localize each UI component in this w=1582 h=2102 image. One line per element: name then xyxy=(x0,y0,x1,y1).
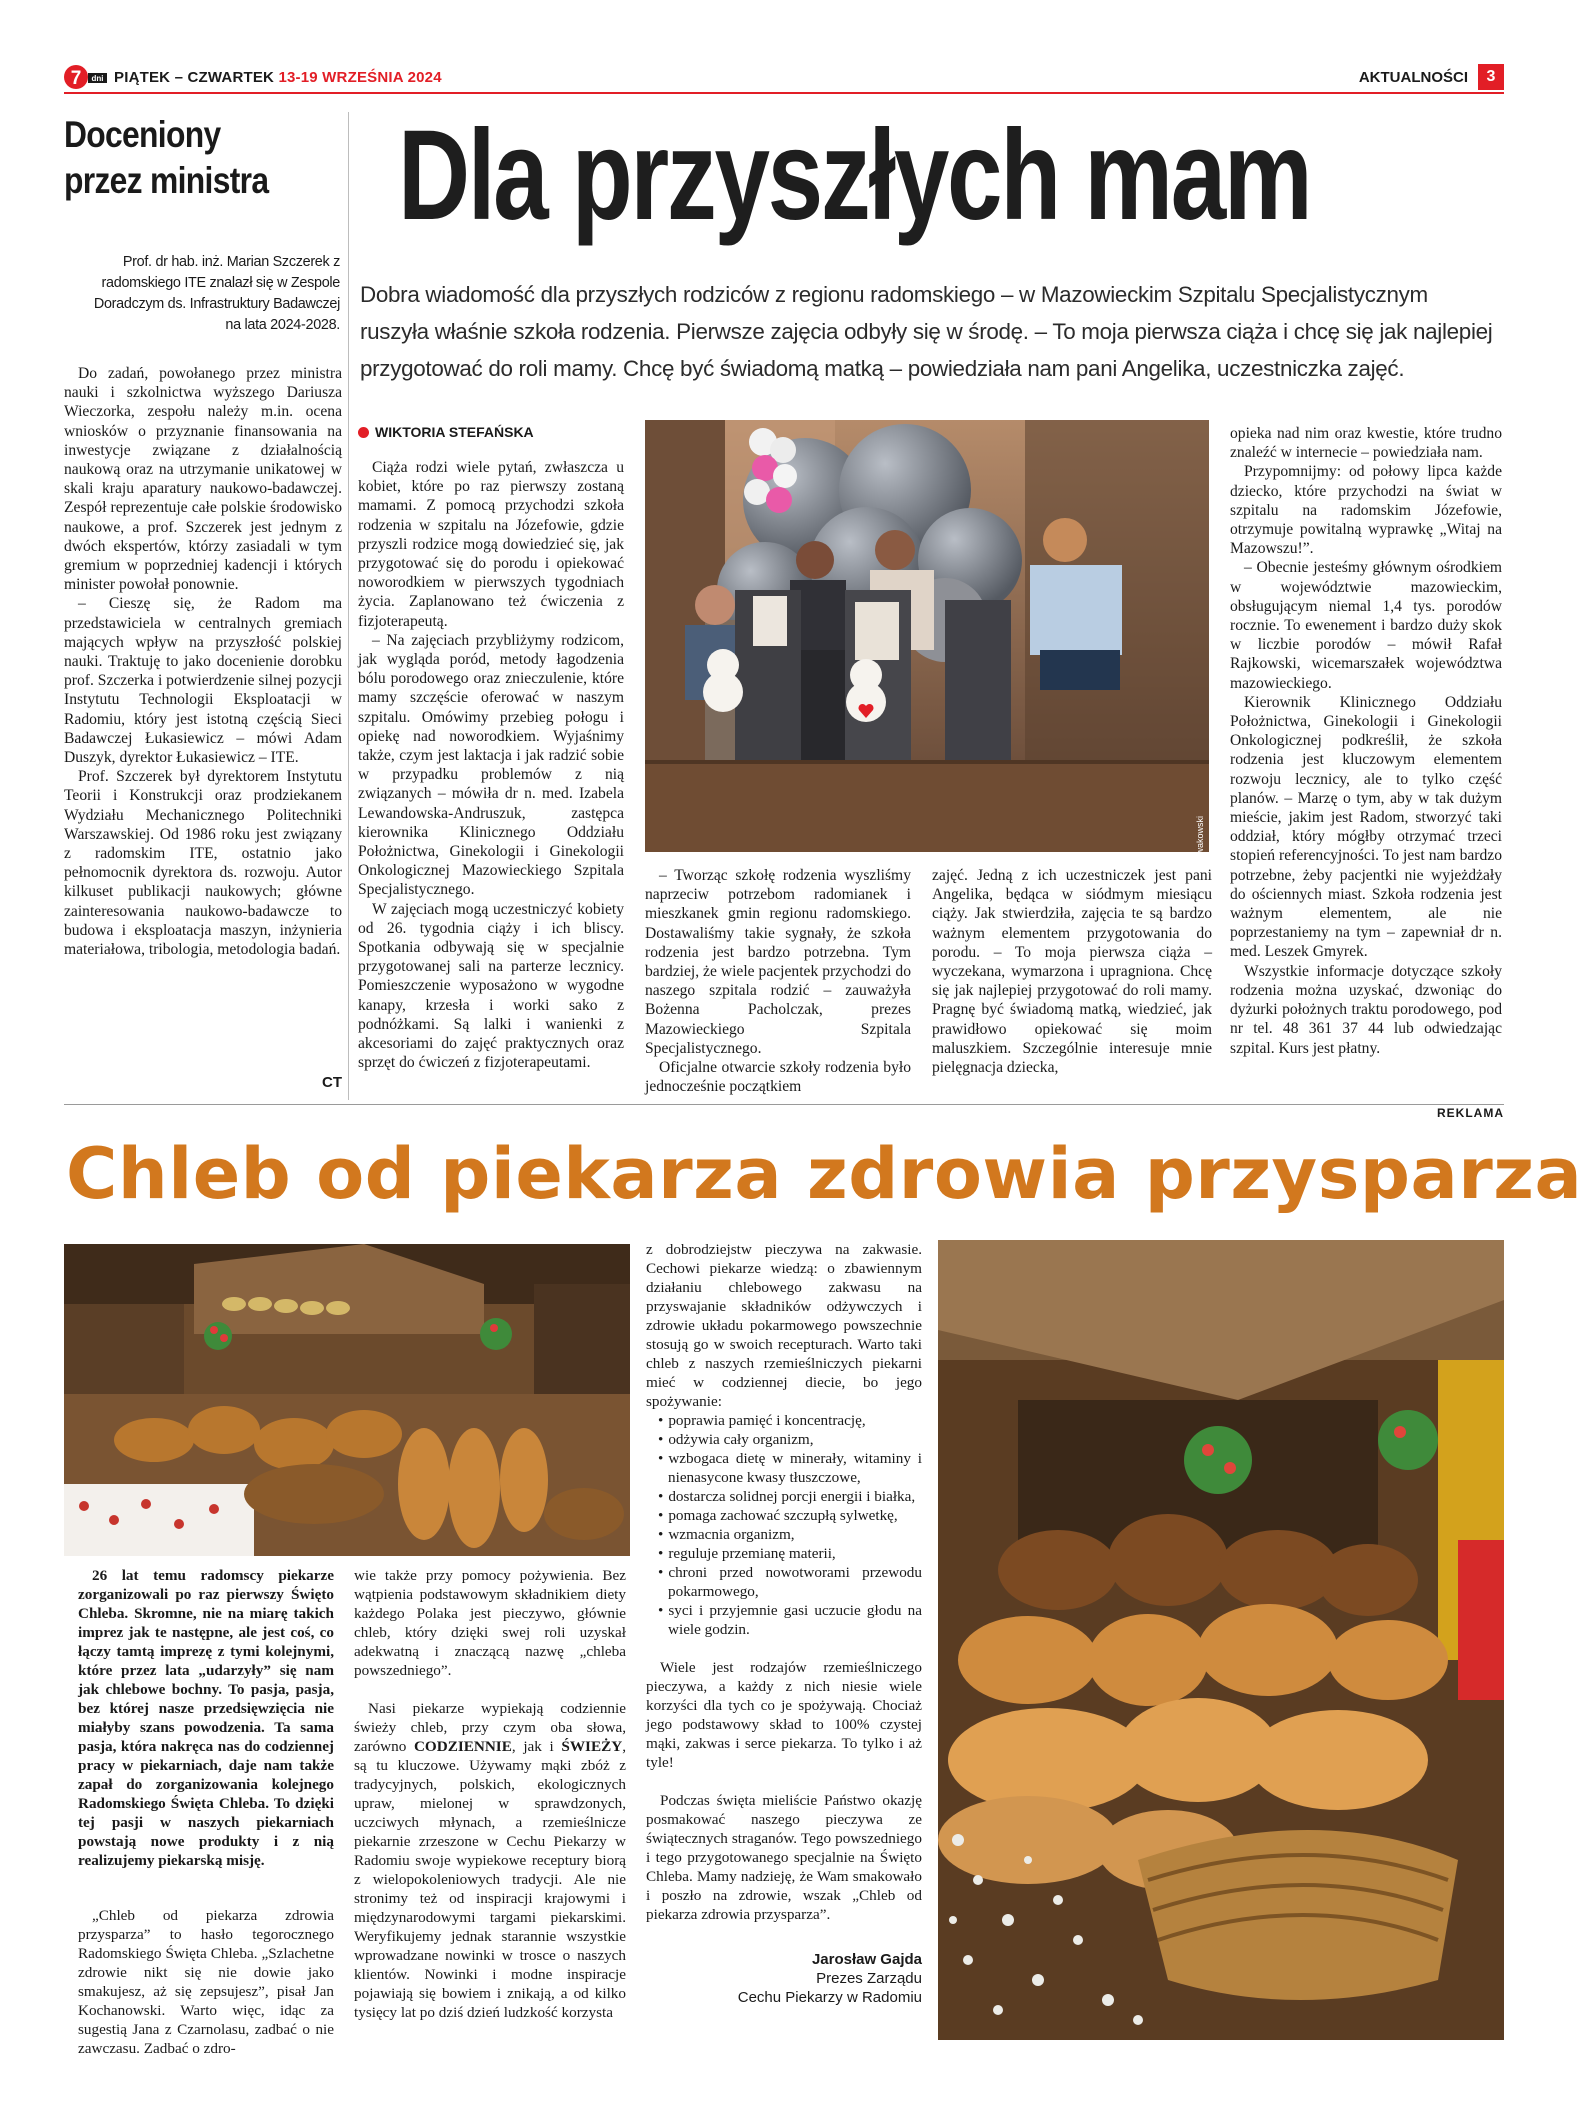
section-name: AKTUALNOŚCI xyxy=(1358,69,1468,86)
paragraph: „Chleb od piekarza zdrowia przysparza” to hasło tegorocznego Radomskiego Święta Chleba. „Szlachetne zdrowie nikt się nie dowie jako smakujesz, aż się zepsujesz”, pisał Jan Kochanowski. Warto więc, idąc za sugestią Jana z Czarnolasu, zadbać o nie zawczasu. Zadbać o zdro- xyxy=(78,1907,334,2057)
paragraph: Ciąża rodzi wiele pytań, zwłaszcza u kobiet, które po raz pierwszy zostaną mamami. Z pomocą przychodzi szkoła rodzenia w szpitalu na Józefowie, gdzie przyszli rodzice mogą dowiedzieć się, jak przygotować się do porodu i opiekować noworodkiem w pierwszych tygodniach życia. Zaplanowano też ćwiczenia z fizjoterapeutą. xyxy=(358,459,624,630)
text-run: , są tu kluczowe. Używamy mąki zbóż z tradycyjnych, polskich, ekologicznych upraw, mielonej w sprawdzonych, uczciwych młynach, a rzemieślnicze piekarnie zrzeszone w Cechu Piekarzy w Radomiu swoje wypiekowe receptury biorą z wielopokoleniowych tradycji. Ale nie stronimy też od inspiracji krajowymi i międzynarodowymi targami piekarskimi. Weryfikujemy jednak starannie wszystkie wprowadzane nowinki w trosce o naszych klientów. Nowinki i modne inspiracje pojawiają się bowiem i znikają, a od kilko tysięcy lat po dziś dzień ludzkość korzysta xyxy=(354,1738,626,2021)
page-number: 3 xyxy=(1478,64,1504,90)
paragraph: – Obecnie jesteśmy głównym ośrodkiem w województwie mazowieckim, obsługującym niemal 1,4 tys. porodów rocznie. To ewenement i bardzo duży skok w liczbie porodów – mówił Rafał Rajkowski, wicemarszałek województwa mazowieckiego. xyxy=(1230,559,1502,692)
text-run: , jak i xyxy=(511,1738,562,1755)
paragraph: Do zadań, powołanego przez ministra nauki i szkolnictwa wyższego Dariusza Wieczorka, zespołu należy m.in. ocena wniosków o przyznanie finansowania na inwestycje związane z działalnością naukową oraz na utrzymanie unikatowej w skali kraju aparatury naukowo-badawczej. Zespół reprezentuje całe polskie środowisko naukowe, a prof. Szczerek jest jednym z dwóch ekspertów, którzy zasiadali w tym gremium w poprzedniej kadencji i których minister powołał ponownie. xyxy=(64,365,342,594)
side-article-title xyxy=(64,112,339,204)
emphasis: CODZIENNIE xyxy=(413,1738,512,1755)
benefits-list xyxy=(646,1411,922,1639)
page-header xyxy=(64,64,1504,92)
paragraph: zajęć. Jedną z ich uczestniczek jest pani Angelika, będąca w siódmym miesiącu ciąży. Jak stwierdziła, zajęcia te są bardzo ważnym elementem przygotowania do porodu. – To moja pierwsza ciąża – wyczekana, wymarzona i upragniona. Chcę się jak najlepiej przygotować do roli mamy. Pragnę być świadomą matką, wiedzieć, jak prawidłowo opiekować się moim maluszkiem. Szczególnie interesuje mnie pielęgnacja dziecka, xyxy=(932,867,1212,1077)
side-article-lead: Prof. dr hab. inż. Marian Szczerek z radomskiego ITE znalazł się w Zespole Doradczym ds. Infrastruktury Badawczej na lata 2024-2028. xyxy=(93,254,340,333)
article-column-2 xyxy=(645,866,911,1096)
paragraph: 26 lat temu radomscy piekarze zorganizowali po raz pierwszy Święto Chleba. Skromne, nie na miarę takich imprez jak te następne, ale jest coś, co łączy tamtą imprezę z tymi kolejnymi, które przez lata „udarzyły” się nam jak chlebowe bochny. To pasja, pasja, bez której nasze przedsięwzięcia nie miałyby szans powodzenia. Ta sama pasja, która nakręca nas do codziennej pracy w piekarniach, daje nam także zapał do zorganizowania kolejnego Radomskiego Święta Chleba. To dzięki tej pasji w naszych piekarniach powstają nowe produkty i z nią realizujemy piekarską misję. xyxy=(78,1567,334,1869)
date-prefix: PIĄTEK – CZWARTEK xyxy=(114,69,275,86)
text-run: Nasi piekarze wypiekają codziennie świeży chleb, przy czym oba słowa, zarówno xyxy=(354,1700,626,1755)
paragraph: Prof. Szczerek był dyrektorem Instytutu Teorii i Konstrukcji oraz prodziekanem Wydziału Mechanicznego Politechniki Warszawskiej. Od 1986 roku jest związany z radomskim ITE, ostatnio jako pełnomocnik dyrektora ds. rozwoju. Autor kilkuset publikacji naukowych; główne zainteresowania naukowo-badawcze to budowa i eksploatacja maszyn, inżynieria materiałowa, tribologia, metodologia badań. xyxy=(64,768,342,959)
signature-name: Jarosław Gajda xyxy=(811,1951,922,1968)
section-rule xyxy=(64,1104,1504,1105)
paragraph: Wszystkie informacje dotyczące szkoły rodzenia można uzyskać, dzwoniąc do dyżurki położnych traktu porodowego, pod nr tel. 48 361 37 44 lub odwiedzając szpital. Kurs jest płatny. xyxy=(1230,962,1502,1057)
list-item: • dostarcza solidnej porcji energii i białka, xyxy=(656,1487,922,1506)
side-title-line: Doceniony xyxy=(64,114,221,155)
list-item: • reguluje przemianę materii, xyxy=(656,1544,922,1563)
side-title-line: przez ministra xyxy=(64,160,269,201)
paragraph: z dobrodziejstw pieczywa na zakwasie. Cechowi piekarze wiedzą: o zbawiennym działaniu chlebowego zakwasu na przyswajanie składników odżywczych i zdrowie układu pokarmowego powszechnie stosują go w swoich recepturach. Warto taki chleb z naszych rzemieślniczych piekarni mieć w codziennej diecie, bo jego spożywanie: xyxy=(646,1241,922,1410)
svg-text:7: 7 xyxy=(70,68,82,89)
article-lead: Dobra wiadomość dla przyszłych rodziców z regionu radomskiego – w Mazowieckim Szpitalu Specjalistycznym ruszyła właśnie szkoła rodzenia. Pierwsze zajęcia odbyły się w środę. – To moja pierwsza ciąża i chcę się jak najlepiej przygotować do roli mamy. Chcę być świadomą matką – powiedziała nam pani Angelika, uczestniczka zajęć. xyxy=(360,282,1493,381)
paragraph: – Na zajęciach przybliżymy rodzicom, jak wygląda poród, metody łagodzenia bólu porodowego oraz znieczulenie, które mamy szczęście oferować w naszym szpitalu. Omówimy przebieg połogu i opiekę nad noworodkiem. Wyjaśnimy także, czym jest laktacja i jak radzić sobie w przypadku problemów z nią związanych – mówiła dr n. med. Izabela Lewandowska-Andruszuk, zastępca kierownika Klinicznego Oddziału Położnictwa, Ginekologii i Ginekologii Onkologicznej Mazowieckiego Szpitala Specjalistycznego. xyxy=(358,631,624,899)
paragraph: W zajęciach mogą uczestniczyć kobiety od 26. tygodnia ciąży i ich bliscy. Spotkania odbywają się w specjalnie przygotowanej sali na parterze lecznicy. Pomieszczenie wyposażono w wygodne kanapy, krzesła i worki sako z podnóżkami. Są lalki i wanienki z akcesoriami do zajęć praktycznych oraz sprzęt do ćwiczeń z fizjoterapeutami. xyxy=(358,900,624,1072)
paragraph: Wiele jest rodzajów rzemieślniczego pieczywa, a każdy z nich niesie wiele korzyści dla tych co je spożywają. Chociaż jego podstawowy skład to 100% czystej mąki, zakwas i serce piekarza. To tylko i aż tyle! xyxy=(646,1659,922,1771)
paragraph: Podczas święta mieliście Państwo okazję posmakować naszego pieczywa ze świątecznych straganów. Tego powszedniego i tego przygotowanego specjalnie na Święto Chleba. Mamy nadzieję, że Wam smakowało i poszło na zdrowie, wszak „Chleb od piekarza zdrowia przysparza”. xyxy=(646,1792,922,1923)
paragraph xyxy=(354,1699,626,2022)
article-column-3 xyxy=(932,866,1212,1077)
bread-basket-illustration xyxy=(938,1240,1504,2040)
bread-stall-photo xyxy=(64,1244,630,1556)
ad-column-1-intro xyxy=(78,1566,334,1870)
article-column-1 xyxy=(358,458,624,1073)
paragraph: Kierownik Klinicznego Oddziału Położnictwa, Ginekologii i Ginekologii Onkologicznej podkreślił, że szkoła rodzenia jest kluczowym elementem rozwoju lecznicy, ale to tylko część planów. – Marzę o tym, aby w tak dużym mieście, jakim jest Radom, stworzyć taki oddział, który mógłby otrzymać trzeci stopień referencyjności. To jest nam bardzo potrzebne, żeby pacjentki nie wyjeżdżały do ościennych miast. Szkoła rodzenia jest ważnym elementem, ale nie poprzestaniemy na tym – zapewniał dr n. med. Leszek Gmyrek. xyxy=(1230,693,1502,961)
ad-headline: Chleb od piekarza zdrowia przysparza xyxy=(66,1133,1582,1215)
issue-date xyxy=(114,69,442,86)
paragraph: opieka nad nim oraz kwestie, które trudno znaleźć w internecie – powiedziała nam. xyxy=(1230,425,1502,462)
ad-column-2 xyxy=(354,1566,626,2022)
photo-credit: fot. Piotr Nowakowski xyxy=(1195,816,1205,903)
ad-signature xyxy=(646,1950,922,2007)
paragraph: Przypomnijmy: od połowy lipca każde dziecko, które przychodzi na świat w szpitalu na radomskim Józefowie, otrzymuje powitalną wyprawkę „Witaj na Mazowszu!”. xyxy=(1230,463,1502,558)
list-item: • chroni przed nowotworami przewodu pokarmowego, xyxy=(656,1563,922,1601)
emphasis: ŚWIEŻY xyxy=(561,1738,623,1755)
author-name: WIKTORIA STEFAŃSKA xyxy=(375,424,534,440)
list-item: • wzbogaca dietę w minerały, witaminy i nienasycone kwasy tłuszczowe, xyxy=(656,1449,922,1487)
article-column-4 xyxy=(1230,424,1502,1058)
newspaper-logo xyxy=(64,64,108,90)
list-item: • wzmacnia organizm, xyxy=(656,1525,922,1544)
side-article-signature: CT xyxy=(322,1074,342,1091)
paragraph: Oficjalne otwarcie szkoły rodzenia było jednocześnie początkiem xyxy=(645,1059,911,1096)
bread-basket-photo xyxy=(938,1240,1504,2040)
side-article-body xyxy=(64,364,342,959)
article-author xyxy=(358,424,534,440)
ad-column-3 xyxy=(646,1240,922,1924)
bullet-dot-icon xyxy=(358,427,369,438)
paragraph: – Tworząc szkołę rodzenia wyszliśmy naprzeciw potrzebom radomianek i mieszkanek gmin regionu radomskiego. Dostawaliśmy takie sygnały, że szkoła rodzenia jest bardzo potrzebna. Tym bardziej, że wiele pacjentek przychodzi do naszego szpitala rodzić – zauważyła Bożenna Pacholczak, prezes Mazowieckiego Szpitala Specjalistycznego. xyxy=(645,867,911,1057)
header-rule xyxy=(64,92,1504,94)
list-item: • syci i przyjemnie gasi uczucie głodu na wiele godzin. xyxy=(656,1601,922,1639)
svg-text:dni: dni xyxy=(91,74,104,83)
maternity-class-photo xyxy=(645,420,1209,903)
date-range: 13-19 WRZEŚNIA 2024 xyxy=(278,69,442,86)
signature-role: Prezes Zarządu xyxy=(816,1970,922,1987)
column-divider xyxy=(348,112,349,1100)
list-item: • pomaga zachować szczupłą sylwetkę, xyxy=(656,1506,922,1525)
bread-stall-illustration xyxy=(64,1244,630,1556)
maternity-class-photo-illustration xyxy=(645,420,1209,852)
paragraph: – Cieszę się, że Radom ma przedstawiciela w centralnych gremiach mających wpływ na przyszłość polskiej nauki. Traktuję to jako docenienie dorobku prof. Szczerka i potwierdzenie silnej pozycji Instytutu Technologii Eksploatacji w Radomiu, który jest istotną częścią Sieci Badawczej Łukasiewicz – mówi Adam Duszyk, dyrektor Łukasiewicz – ITE. xyxy=(64,595,342,767)
ad-column-1-text xyxy=(78,1906,334,2058)
side-article xyxy=(64,112,342,1102)
list-item: • poprawia pamięć i koncentrację, xyxy=(656,1411,922,1430)
article-headline: Dla przyszłych mam xyxy=(398,104,1311,247)
paragraph: wie także przy pomocy pożywienia. Bez wątpienia podstawowym składnikiem diety każdego Polaka jest pieczywo, głównie chleb, który dzięki swej roli uzyskał adekwatną i znaczącą nazwę „chleba powszedniego”. xyxy=(354,1567,626,1679)
signature-organization: Cechu Piekarzy w Radomiu xyxy=(737,1989,922,2006)
advertisement-label: REKLAMA xyxy=(1437,1106,1504,1120)
list-item: • odżywia cały organizm, xyxy=(656,1430,922,1449)
